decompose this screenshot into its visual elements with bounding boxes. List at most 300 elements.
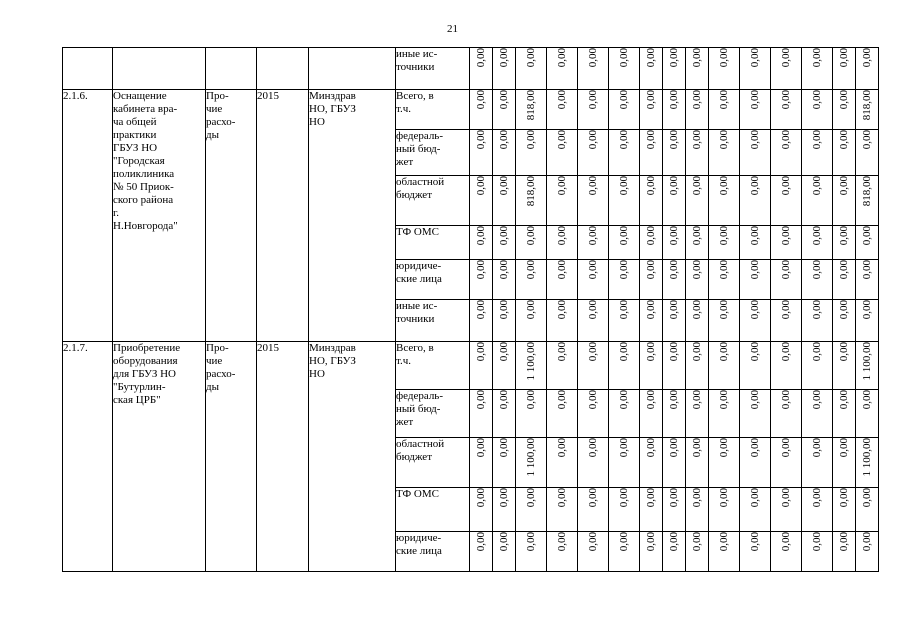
item-number [63,48,113,90]
amount-value: 0,00 [498,438,510,458]
amount-value: 0,00 [749,438,761,458]
amount-cell [771,342,802,390]
amount-cell [609,390,640,438]
amount-value: 0,00 [691,342,703,362]
amount-cell [740,438,771,488]
item-executor: Минздрав НО, ГБУЗ НО [309,90,396,342]
amount-value: 0,00 [749,90,761,110]
amount-value: 0,00 [618,390,630,410]
amount-value: 0,00 [668,130,680,150]
amount-cell [578,176,609,226]
amount-value: 0,00 [498,176,510,196]
amount-cell [833,390,856,438]
amount-cell [686,226,709,260]
amount-value: 0,00 [498,342,510,362]
amount-cell [493,226,516,260]
amount-value: 0,00 [475,90,487,110]
amount-value: 0,00 [811,390,823,410]
amount-cell [470,260,493,300]
amount-cell [578,532,609,572]
amount-value: 0,00 [587,176,599,196]
amount-value: 0,00 [475,342,487,362]
expense-type [206,48,257,90]
amount-cell [709,390,740,438]
amount-value: 0,00 [668,260,680,280]
amount-cell [802,390,833,438]
amount-cell [833,488,856,532]
amount-cell [547,390,578,438]
amount-cell [802,342,833,390]
amount-value: 0,00 [838,90,850,110]
amount-cell [470,438,493,488]
amount-cell [802,532,833,572]
amount-cell [493,176,516,226]
amount-cell [740,488,771,532]
amount-value: 0,00 [749,130,761,150]
amount-cell [740,300,771,342]
amount-value: 0,00 [587,130,599,150]
amount-value: 0,00 [811,488,823,508]
amount-cell [833,226,856,260]
amount-cell [686,438,709,488]
amount-cell [802,130,833,176]
amount-value: 0,00 [718,48,730,68]
amount-value: 0,00 [811,176,823,196]
amount-value: 0,00 [749,48,761,68]
amount-value: 0,00 [811,342,823,362]
amount-value: 0,00 [645,342,657,362]
amount-cell [609,438,640,488]
amount-cell [547,48,578,90]
amount-cell [493,260,516,300]
amount-value: 0,00 [861,488,873,508]
amount-cell [516,488,547,532]
amount-value: 0,00 [475,130,487,150]
table-row [63,342,879,390]
amount-cell [740,48,771,90]
amount-value: 0,00 [587,90,599,110]
amount-value: 0,00 [587,300,599,320]
funding-source: Всего, в т.ч. [396,342,470,390]
amount-cell [578,226,609,260]
amount-value: 0,00 [645,226,657,246]
funding-source: областной бюджет [396,176,470,226]
amount-cell [663,342,686,390]
amount-value: 0,00 [645,90,657,110]
funding-source: иные ис- точники [396,48,470,90]
amount-value: 0,00 [691,130,703,150]
amount-value: 0,00 [475,438,487,458]
amount-cell [547,532,578,572]
item-name: Приобретение оборудования для ГБУЗ НО "Бутурлин- ская ЦРБ" [113,342,206,572]
amount-cell [856,488,879,532]
amount-cell [709,90,740,130]
amount-cell [663,48,686,90]
amount-cell [640,438,663,488]
amount-cell [802,90,833,130]
item-executor: Минздрав НО, ГБУЗ НО [309,342,396,572]
amount-value: 0,00 [618,260,630,280]
amount-value: 0,00 [780,130,792,150]
amount-cell [856,260,879,300]
amount-cell [609,300,640,342]
amount-value: 0,00 [749,532,761,552]
amount-value: 0,00 [525,300,537,320]
amount-cell [686,488,709,532]
amount-cell [833,260,856,300]
funding-source: ТФ ОМС [396,226,470,260]
amount-cell [856,532,879,572]
amount-value: 0,00 [861,130,873,150]
amount-cell [516,300,547,342]
amount-cell [771,130,802,176]
amount-value: 0,00 [645,176,657,196]
amount-cell [802,438,833,488]
amount-cell [516,532,547,572]
amount-cell [470,390,493,438]
amount-value: 0,00 [838,342,850,362]
amount-cell [493,488,516,532]
amount-value: 0,00 [587,342,599,362]
amount-cell [856,90,879,130]
amount-cell [740,226,771,260]
amount-cell [547,130,578,176]
amount-cell [609,90,640,130]
amount-value: 0,00 [645,438,657,458]
amount-cell [771,176,802,226]
funding-source: юридиче- ские лица [396,532,470,572]
amount-value: 0,00 [749,226,761,246]
amount-cell [493,130,516,176]
amount-value: 0,00 [691,438,703,458]
amount-value: 0,00 [861,48,873,68]
amount-value: 0,00 [691,48,703,68]
amount-cell [516,226,547,260]
amount-value: 0,00 [587,48,599,68]
amount-cell [470,532,493,572]
amount-cell [771,226,802,260]
amount-cell [709,438,740,488]
amount-cell [493,300,516,342]
amount-value: 0,00 [691,532,703,552]
amount-value: 0,00 [587,532,599,552]
amount-value: 0,00 [475,532,487,552]
amount-cell [686,300,709,342]
amount-cell [802,226,833,260]
amount-value: 0,00 [525,260,537,280]
amount-value: 0,00 [718,260,730,280]
funding-source: федераль- ный бюд- жет [396,390,470,438]
amount-value: 0,00 [668,390,680,410]
amount-cell [470,488,493,532]
amount-value: 0,00 [587,390,599,410]
amount-cell [740,390,771,438]
amount-cell [516,390,547,438]
amount-value: 0,00 [556,48,568,68]
amount-cell [547,342,578,390]
amount-value: 0,00 [618,438,630,458]
amount-cell [663,176,686,226]
amount-value: 0,00 [498,48,510,68]
amount-cell [856,438,879,488]
funding-source: федераль- ный бюд- жет [396,130,470,176]
amount-cell [709,300,740,342]
amount-cell [470,130,493,176]
budget-table [62,47,879,572]
amount-value: 0,00 [525,226,537,246]
amount-cell [740,342,771,390]
amount-cell [856,48,879,90]
amount-value: 0,00 [718,488,730,508]
amount-value: 0,00 [645,130,657,150]
amount-value: 0,00 [645,260,657,280]
amount-cell [640,176,663,226]
amount-cell [493,342,516,390]
amount-value: 0,00 [618,226,630,246]
amount-cell [640,260,663,300]
funding-source: ТФ ОМС [396,488,470,532]
amount-cell [470,48,493,90]
amount-cell [640,226,663,260]
amount-value: 0,00 [645,488,657,508]
amount-value: 0,00 [780,226,792,246]
amount-cell [493,532,516,572]
amount-cell [686,48,709,90]
amount-value: 0,00 [691,390,703,410]
amount-value: 0,00 [556,90,568,110]
amount-value: 0,00 [718,130,730,150]
amount-value: 0,00 [838,260,850,280]
amount-value: 0,00 [475,226,487,246]
table-row [63,48,879,90]
amount-cell [578,48,609,90]
amount-value: 0,00 [618,532,630,552]
amount-cell [516,90,547,130]
item-number: 2.1.7. [63,342,113,572]
amount-cell [740,532,771,572]
amount-value: 0,00 [861,300,873,320]
amount-cell [802,260,833,300]
amount-value: 0,00 [861,390,873,410]
amount-cell [709,532,740,572]
amount-cell [740,176,771,226]
amount-cell [833,342,856,390]
amount-cell [709,130,740,176]
amount-cell [740,260,771,300]
amount-value: 0,00 [691,260,703,280]
amount-value: 0,00 [838,176,850,196]
amount-value: 0,00 [668,438,680,458]
amount-cell [802,176,833,226]
amount-cell [663,438,686,488]
amount-value: 818,00 [525,90,537,121]
amount-value: 0,00 [525,48,537,68]
amount-value: 0,00 [498,130,510,150]
amount-value: 0,00 [645,532,657,552]
amount-value: 0,00 [780,176,792,196]
amount-value: 0,00 [718,90,730,110]
amount-value: 0,00 [691,90,703,110]
amount-value: 0,00 [618,176,630,196]
amount-cell [663,488,686,532]
amount-cell [709,226,740,260]
amount-cell [771,260,802,300]
amount-value: 0,00 [525,488,537,508]
amount-value: 0,00 [811,260,823,280]
amount-cell [663,90,686,130]
amount-value: 0,00 [838,390,850,410]
amount-value: 0,00 [811,300,823,320]
amount-value: 1 100,00 [525,438,537,477]
amount-value: 0,00 [861,532,873,552]
amount-cell [640,390,663,438]
amount-value: 0,00 [556,130,568,150]
amount-cell [686,90,709,130]
amount-cell [578,390,609,438]
amount-value: 0,00 [475,260,487,280]
amount-cell [833,48,856,90]
amount-value: 0,00 [475,48,487,68]
amount-value: 0,00 [668,300,680,320]
amount-value: 0,00 [618,488,630,508]
item-executor [309,48,396,90]
amount-value: 0,00 [525,390,537,410]
amount-cell [493,438,516,488]
amount-value: 0,00 [749,342,761,362]
item-name: Оснащение кабинета вра- ча общей практики ГБУЗ НО "Городская поликлиника № 50 Приок- ского района г. Н.Новгорода" [113,90,206,342]
amount-cell [609,176,640,226]
expense-type: Про- чие расхо- ды [206,342,257,572]
item-year: 2015 [257,90,309,342]
amount-cell [740,90,771,130]
amount-cell [771,438,802,488]
amount-value: 0,00 [811,48,823,68]
amount-value: 0,00 [618,48,630,68]
amount-value: 0,00 [618,130,630,150]
item-name [113,48,206,90]
amount-cell [547,438,578,488]
amount-cell [856,390,879,438]
amount-value: 0,00 [780,488,792,508]
amount-cell [709,488,740,532]
amount-cell [516,342,547,390]
amount-value: 0,00 [498,260,510,280]
amount-value: 0,00 [749,390,761,410]
amount-value: 0,00 [718,342,730,362]
amount-cell [771,390,802,438]
amount-value: 0,00 [780,300,792,320]
amount-value: 0,00 [645,300,657,320]
amount-cell [470,342,493,390]
amount-value: 0,00 [811,438,823,458]
amount-cell [856,226,879,260]
amount-value: 0,00 [749,260,761,280]
amount-value: 1 100,00 [525,342,537,381]
amount-cell [833,438,856,488]
amount-cell [516,260,547,300]
amount-cell [640,90,663,130]
amount-value: 0,00 [718,300,730,320]
amount-cell [856,342,879,390]
amount-value: 0,00 [780,438,792,458]
amount-value: 0,00 [498,226,510,246]
amount-cell [640,488,663,532]
amount-cell [663,390,686,438]
item-number: 2.1.6. [63,90,113,342]
amount-value: 0,00 [691,176,703,196]
amount-cell [833,532,856,572]
amount-value: 0,00 [780,342,792,362]
amount-cell [856,130,879,176]
amount-cell [547,226,578,260]
amount-cell [578,488,609,532]
amount-value: 0,00 [556,390,568,410]
amount-value: 0,00 [618,300,630,320]
amount-value: 0,00 [475,176,487,196]
amount-value: 0,00 [475,390,487,410]
amount-value: 0,00 [475,300,487,320]
amount-value: 0,00 [811,130,823,150]
item-year: 2015 [257,342,309,572]
amount-value: 0,00 [498,90,510,110]
amount-value: 0,00 [498,390,510,410]
amount-value: 0,00 [780,532,792,552]
amount-cell [470,226,493,260]
item-year [257,48,309,90]
amount-cell [516,48,547,90]
amount-value: 0,00 [498,532,510,552]
amount-value: 0,00 [718,226,730,246]
amount-value: 0,00 [718,390,730,410]
amount-value: 0,00 [780,48,792,68]
amount-value: 0,00 [498,488,510,508]
amount-value: 0,00 [587,226,599,246]
amount-cell [663,226,686,260]
amount-value: 0,00 [838,488,850,508]
amount-value: 0,00 [668,48,680,68]
page-number: 21 [447,23,458,35]
amount-value: 0,00 [556,300,568,320]
amount-cell [686,260,709,300]
amount-value: 0,00 [556,438,568,458]
amount-value: 0,00 [691,488,703,508]
amount-cell [578,130,609,176]
amount-cell [516,130,547,176]
amount-cell [663,260,686,300]
amount-cell [709,260,740,300]
amount-cell [856,300,879,342]
amount-value: 0,00 [556,226,568,246]
funding-source: юридиче- ские лица [396,260,470,300]
funding-source: Всего, в т.ч. [396,90,470,130]
amount-value: 0,00 [525,130,537,150]
amount-cell [686,130,709,176]
amount-value: 0,00 [668,90,680,110]
amount-cell [609,532,640,572]
amount-cell [771,532,802,572]
amount-cell [547,488,578,532]
amount-cell [771,90,802,130]
amount-cell [609,260,640,300]
amount-value: 0,00 [861,226,873,246]
amount-value: 0,00 [556,176,568,196]
amount-value: 0,00 [668,176,680,196]
amount-value: 0,00 [749,488,761,508]
amount-value: 818,00 [861,90,873,121]
amount-value: 0,00 [861,260,873,280]
amount-cell [833,300,856,342]
amount-cell [493,90,516,130]
